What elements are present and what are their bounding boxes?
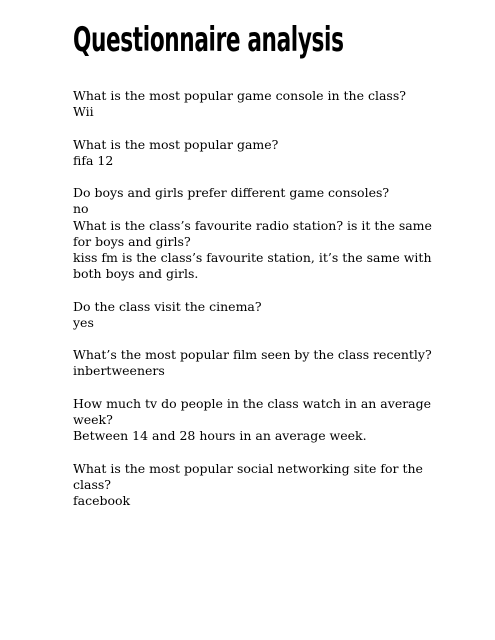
qa-item (73, 218, 443, 283)
answer-text: kiss fm is the class’s favourite station, it’s the same with both boys and girls. (73, 250, 432, 282)
question-text: What is the most popular game console in the class? (73, 88, 406, 103)
question-text: Do the class visit the cinema? (73, 298, 262, 314)
question-text: What is the most popular social networking site for the class? (73, 460, 423, 492)
questionnaire-body (73, 88, 443, 525)
question-text: Do boys and girls prefer different game consoles? (73, 185, 390, 201)
qa-item (73, 461, 443, 510)
answer-text: facebook (73, 492, 131, 508)
qa-item (73, 299, 443, 331)
question-text: What is the class’s favourite radio station? is it the same for boys and girls? (73, 217, 432, 249)
answer-text: inbertweeners (73, 363, 165, 379)
qa-item (73, 396, 443, 445)
qa-item (73, 137, 443, 169)
qa-item (73, 185, 443, 217)
answer-text: yes (73, 314, 94, 330)
answer-text: Between 14 and 28 hours in an average week. (73, 428, 367, 444)
question-text: How much tv do people in the class watch in an average week? (73, 395, 432, 427)
qa-item (73, 347, 443, 379)
question-text: What’s the most popular film seen by the class recently? (73, 347, 432, 363)
qa-item (73, 88, 443, 120)
answer-text: fifa 12 (73, 152, 114, 168)
question-text: What is the most popular game? (73, 136, 279, 152)
answer-text: no (73, 201, 89, 217)
page-title: Questionnaire analysis (73, 20, 344, 60)
answer-text: Wii (73, 104, 94, 120)
